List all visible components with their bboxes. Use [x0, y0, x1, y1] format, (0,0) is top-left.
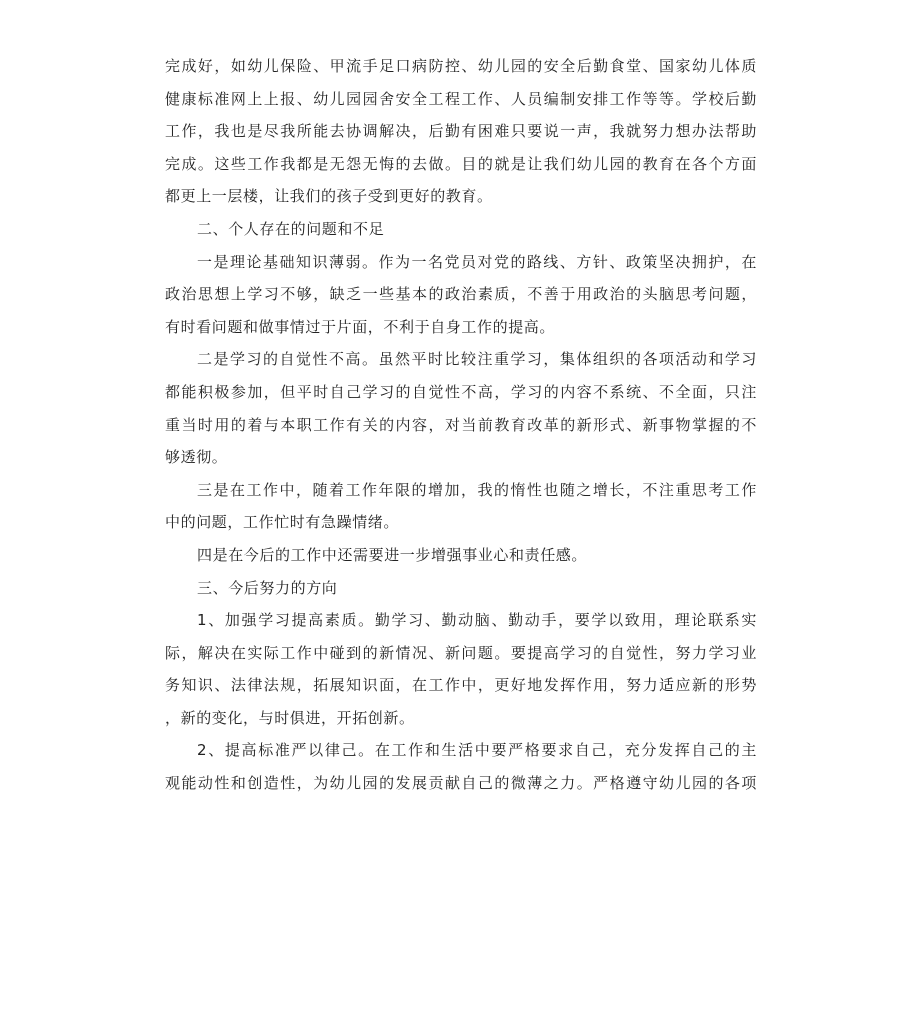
- text-line-14: 三是在工作中，随着工作年限的增加，我的惰性也随之增长，不注重思考工作: [197, 480, 757, 499]
- text-line-18: 1、加强学习提高素质。勤学习、勤动脑、勤动手，要学以致用，理论联系实: [197, 611, 757, 630]
- section-heading-issues: 二、个人存在的问题和不足: [197, 219, 385, 238]
- text-line-23: 观能动性和创造性，为幼儿园的发展贡献自己的微薄之力。严格遵守幼儿园的各项: [165, 774, 757, 793]
- text-line-15: 中的问题，工作忙时有急躁情绪。: [165, 513, 400, 532]
- text-line-7: 一是理论基础知识薄弱。作为一名党员对党的路线、方针、政策坚决拥护，在: [197, 252, 757, 271]
- text-line-2: 健康标准网上上报、幼儿园园舍安全工程工作、人员编制安排工作等等。学校后勤: [165, 89, 757, 108]
- text-line-20: 务知识、法律法规，拓展知识面，在工作中，更好地发挥作用，努力适应新的形势: [165, 676, 757, 695]
- document-body: [165, 50, 757, 800]
- text-line-22: 2、提高标准严以律己。在工作和生活中要严格要求自己，充分发挥自己的主: [197, 741, 757, 760]
- text-line-10: 二是学习的自觉性不高。虽然平时比较注重学习，集体组织的各项活动和学习: [197, 350, 757, 369]
- text-line-8: 政治思想上学习不够，缺乏一些基本的政治素质，不善于用政治的头脑思考问题，: [165, 285, 757, 304]
- text-line-21: ，新的变化，与时俱进，开拓创新。: [165, 708, 415, 727]
- text-line-5: 都更上一层楼，让我们的孩子受到更好的教育。: [165, 187, 493, 206]
- text-line-12: 重当时用的着与本职工作有关的内容，对当前教育改革的新形式、新事物掌握的不: [165, 415, 757, 434]
- text-line-9: 有时看问题和做事情过于片面，不利于自身工作的提高。: [165, 317, 556, 336]
- text-line-19: 际，解决在实际工作中碰到的新情况、新问题。要提高学习的自觉性，努力学习业: [165, 643, 757, 662]
- text-line-4: 完成。这些工作我都是无怨无悔的去做。目的就是让我们幼儿园的教育在各个方面: [165, 154, 757, 173]
- text-line-13: 够透彻。: [165, 448, 228, 467]
- section-heading-direction: 三、今后努力的方向: [197, 578, 338, 597]
- text-line-3: 工作，我也是尽我所能去协调解决，后勤有困难只要说一声，我就努力想办法帮助: [165, 122, 757, 141]
- text-line-16: 四是在今后的工作中还需要进一步增强事业心和责任感。: [197, 545, 588, 564]
- text-line-11: 都能积极参加，但平时自己学习的自觉性不高，学习的内容不系统、不全面，只注: [165, 382, 757, 401]
- text-line-1: 完成好，如幼儿保险、甲流手足口病防控、幼儿园的安全后勤食堂、国家幼儿体质: [165, 57, 757, 75]
